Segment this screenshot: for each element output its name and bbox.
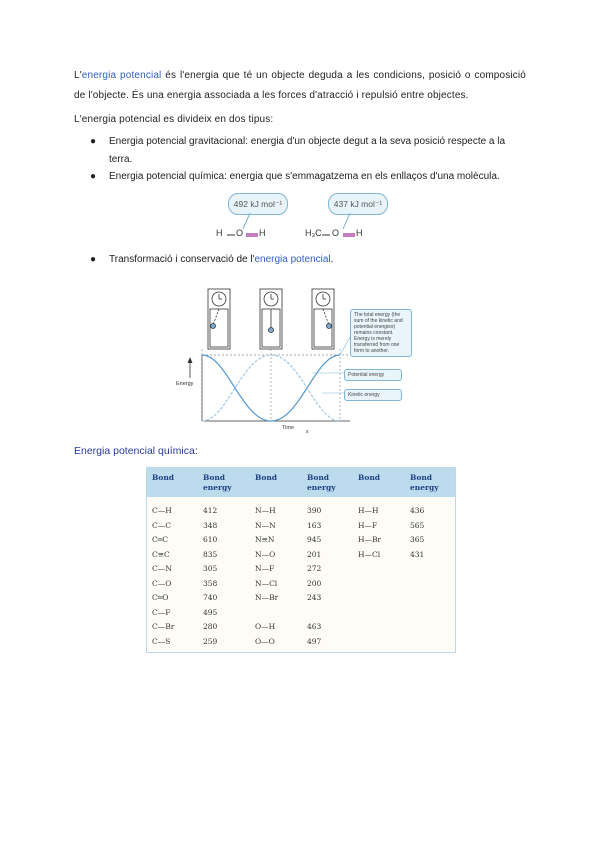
energy-cell: 497: [307, 636, 322, 646]
energy-cell: 436: [410, 506, 425, 515]
header-energy-2: Bond energy: [307, 473, 336, 492]
bullet-dot: ●: [90, 254, 97, 265]
energy-cell: 305: [203, 564, 218, 573]
bond-cell: C≡C: [152, 549, 170, 559]
intro-rest: és l'energia que té un objecte deguda a les condicions, posició o composició de l'objecte. És una energia associada a les forces d'atracció i repulsió entre objectes.: [74, 70, 526, 101]
energia-potencial-link[interactable]: energia potencial: [81, 70, 162, 81]
section-title: Energia potencial química:: [74, 445, 198, 457]
energy-cell: 412: [203, 506, 218, 515]
bond-cell: N—N: [255, 520, 276, 530]
energy-cell: 740: [203, 593, 218, 602]
kinetic-energy-label: Kinetic energy: [344, 389, 402, 401]
energy-cell: 358: [203, 578, 218, 588]
bond-energy-table: [146, 467, 456, 653]
methanol-h: H: [356, 228, 363, 238]
bond-cell: C═O: [152, 593, 169, 602]
energy-cell: 280: [203, 622, 218, 631]
pendulum-clock-right: [312, 289, 334, 349]
energy-cell: 610: [203, 535, 218, 544]
bond-energy-molecule-figure: [210, 193, 400, 245]
bond-cell: C—N: [152, 564, 172, 573]
potential-energy-curve: [202, 355, 340, 421]
bullet-text: [109, 251, 526, 269]
energy-cell: 365: [410, 535, 425, 544]
bond-cell: C═C: [152, 535, 168, 544]
energy-cell: 201: [307, 549, 322, 559]
header-bond-2: Bond: [255, 473, 278, 482]
methanol-h3c: H₃C: [305, 228, 322, 238]
energy-cell: 272: [307, 564, 322, 573]
water-h-left: H: [216, 228, 223, 238]
bond-cell: N—Cl: [255, 578, 278, 588]
energy-cell: 835: [203, 549, 218, 559]
energy-cell: 945: [307, 535, 322, 544]
energy-cell: 495: [203, 607, 218, 617]
total-energy-callout: The total energy (the sum of the kinetic and potential energies) remains constant. Energy is merely transferred from one form to another.: [350, 309, 412, 357]
energy-cell: 259: [203, 636, 218, 646]
methanol-oh-bond: [343, 233, 355, 237]
bond-cell: H—F: [358, 520, 378, 530]
water-h-right: H: [259, 228, 266, 238]
table-header: [147, 468, 455, 497]
methanol-o: O: [332, 228, 340, 238]
bond-cell: N—O: [255, 549, 276, 559]
energy-axis-label: Energy: [176, 381, 194, 387]
svg-text:s: s: [306, 429, 309, 435]
transform-suffix: .: [330, 254, 334, 265]
bond-cell: C—F: [152, 607, 171, 617]
intro-paragraph: [74, 66, 526, 106]
water-oh-bond: [246, 233, 258, 237]
energy-cell: 390: [307, 506, 322, 515]
pendulum-clock-left: [208, 289, 230, 349]
bullet-text: Energia potencial química: energia que s'emmagatzema en els enllaços d'una molècula.: [109, 171, 500, 182]
bond-cell: C—H: [152, 506, 172, 515]
kinetic-energy-curve: [202, 355, 340, 421]
bond-cell: C—S: [152, 636, 171, 646]
energy-cell: 431: [410, 549, 425, 559]
bullet-text: Energia potencial gravitacional: energia d'un objecte degut a la seva posició respecte a la terra.: [109, 136, 506, 165]
bond-cell: C—Br: [152, 622, 175, 631]
bond-cell: O—O: [255, 636, 275, 646]
pendulum-energy-diagram: [172, 285, 412, 435]
header-energy-1: Bond energy: [203, 473, 232, 492]
types-intro: L'energia potencial es divideix en dos tipus:: [74, 114, 274, 125]
bond-energy-bubble-left: 492 kJ mol⁻¹: [228, 193, 288, 215]
bond-cell: H—Cl: [358, 549, 381, 559]
intro-prefix: L': [74, 70, 82, 81]
potential-energy-label: Potential energy: [344, 369, 402, 381]
energy-cell: 565: [410, 520, 425, 530]
pendulum-energy-figure: [172, 285, 412, 435]
header-bond-1: Bond: [152, 473, 175, 482]
bond-cell: N—F: [255, 564, 275, 573]
transform-prefix: Transformació i conservació de l': [109, 254, 255, 265]
bullet-dot: ●: [90, 136, 97, 147]
energy-cell: 348: [203, 520, 218, 530]
header-bond-3: Bond: [358, 473, 381, 482]
bond-cell: O—H: [255, 622, 276, 631]
energia-potencial-link-2[interactable]: energia potencial: [254, 254, 331, 265]
header-energy-3: Bond energy: [410, 473, 439, 492]
bond-energy-bubble-right: 437 kJ mol⁻¹: [328, 193, 388, 215]
energy-cell: 243: [307, 593, 322, 602]
bullet-dot: ●: [90, 171, 97, 182]
bond-cell: H—H: [358, 506, 379, 515]
bond-cell: N—H: [255, 506, 276, 515]
bond-cell: H—Br: [358, 535, 382, 544]
energy-cell: 163: [307, 520, 322, 530]
time-axis-label: Time: [282, 425, 295, 431]
water-o: O: [236, 228, 244, 238]
bond-cell: C—O: [152, 578, 172, 588]
bond-cell: C—C: [152, 520, 171, 530]
bond-cell: N—Br: [255, 593, 279, 602]
bond-cell: N≡N: [255, 535, 275, 544]
energy-cell: 200: [307, 578, 322, 588]
energy-cell: 463: [307, 622, 322, 631]
pendulum-clock-middle: [260, 289, 282, 349]
